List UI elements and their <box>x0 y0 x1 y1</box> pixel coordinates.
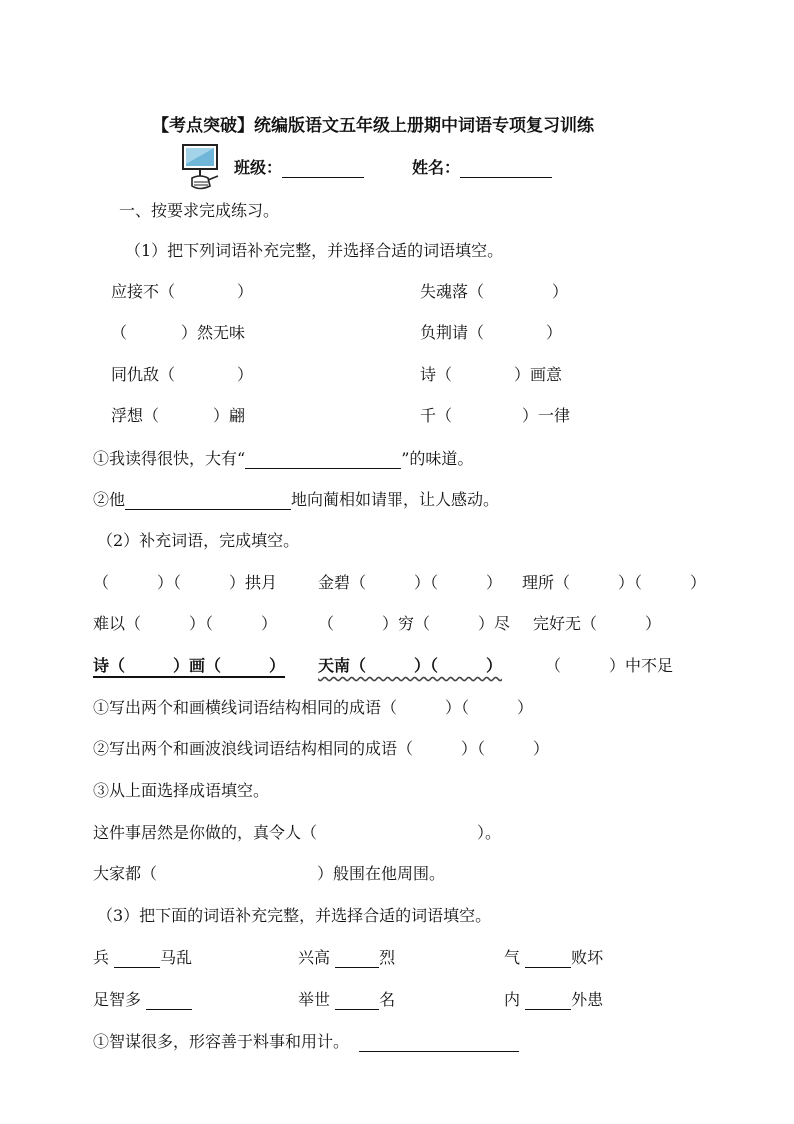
q3-c-pre: 气 <box>504 948 521 967</box>
q3-a-blank[interactable] <box>114 949 160 968</box>
class-label: 班级： <box>234 158 283 177</box>
class-field <box>234 155 364 178</box>
q3-e-blank[interactable] <box>335 991 379 1010</box>
q1-item-c-open: （ <box>111 323 128 342</box>
q2-prompt: （2）补充词语，完成填空。 <box>97 531 300 550</box>
q1-item-d <box>420 320 562 343</box>
q2-ex3b: 大家都（ ）般围在他周围。 <box>93 864 446 883</box>
q2-r2-c: 完好无（ ） <box>533 614 662 633</box>
q3-b-pre: 兴高 <box>298 948 331 967</box>
q3-f-pre: 内 <box>504 990 521 1009</box>
q2-r1-a: （ ）（ ）拱月 <box>93 573 278 592</box>
q1-item-c <box>111 320 245 343</box>
q1-item-d-close: ） <box>546 323 563 342</box>
q1-item-g-text: 浮想（ <box>111 406 160 425</box>
q1-prompt: （1）把下列词语补充完整，并选择合适的词语填空。 <box>125 241 504 260</box>
q3-f-blank[interactable] <box>525 991 571 1010</box>
q3-b-post: 烈 <box>379 948 396 967</box>
q1-s1-pre: ①我读得很快，大有“ <box>93 449 246 468</box>
q1-s2-post: 地向蔺相如请罪，让人感动。 <box>291 490 500 509</box>
q1-item-b-close: ） <box>552 282 569 301</box>
q1-item-c-text: ）然无味 <box>181 323 246 342</box>
q3-item-c <box>504 945 603 968</box>
q3-item-e <box>298 987 395 1010</box>
q3-e-pre: 举世 <box>298 990 331 1009</box>
q3-e-post: 名 <box>379 990 396 1009</box>
q2-r1-b: 金碧（ ）（ ） <box>318 573 503 592</box>
q3-d-pre: 足智多 <box>93 990 142 1009</box>
q3-item-f <box>504 987 603 1010</box>
sign-hand-icon <box>180 142 226 194</box>
q1-item-f-text: 诗（ <box>420 365 453 384</box>
q3-item-d <box>93 987 192 1010</box>
page-title: 【考点突破】统编版语文五年级上册期中词语专项复习训练 <box>152 116 594 136</box>
q3-c-blank[interactable] <box>525 949 571 968</box>
q1-item-h-close: ）一律 <box>522 406 571 425</box>
q2-r3-a-underlined: 诗（ ）画（ ） <box>93 656 286 675</box>
q3-d-blank[interactable] <box>146 991 192 1010</box>
q1-sentence-1 <box>93 446 473 469</box>
q3-s1-blank[interactable] <box>359 1033 519 1052</box>
q1-item-g-close: ）翩 <box>213 406 246 425</box>
q1-item-h <box>420 403 570 426</box>
q3-a-post: 马乱 <box>160 948 193 967</box>
q2-r1-c: 理所（ ）（ ） <box>522 573 707 592</box>
q1-item-f <box>420 362 562 385</box>
q1-s1-blank[interactable] <box>245 450 401 469</box>
q1-item-a <box>111 279 253 302</box>
q3-prompt: （3）把下面的词语补充完整，并选择合适的词语填空。 <box>97 906 492 925</box>
name-field <box>412 155 552 178</box>
q3-b-blank[interactable] <box>335 949 379 968</box>
class-blank[interactable] <box>282 159 364 178</box>
q1-item-b-text: 失魂落（ <box>420 282 485 301</box>
q2-ex1: ①写出两个和画横线词语结构相同的成语（ ）（ ） <box>93 698 534 717</box>
q3-c-post: 败坏 <box>571 948 604 967</box>
section-heading: 一、按要求完成练习。 <box>119 201 280 220</box>
q2-ex2: ②写出两个和画波浪线词语结构相同的成语（ ）（ ） <box>93 739 550 758</box>
q1-item-h-text: 千（ <box>420 406 453 425</box>
q3-sentence-1 <box>93 1029 519 1052</box>
q1-item-d-text: 负荆请（ <box>420 323 485 342</box>
q1-s2-pre: ②他 <box>93 490 126 509</box>
q3-a-pre: 兵 <box>93 948 110 967</box>
q1-s1-post: ”的味道。 <box>401 449 474 468</box>
q2-ex3: ③从上面选择成语填空。 <box>93 781 270 800</box>
q2-r3-c: （ ）中不足 <box>545 656 674 675</box>
q1-item-a-close: ） <box>237 282 254 301</box>
q1-item-f-close: ）画意 <box>514 365 563 384</box>
q2-ex3a: 这件事居然是你做的，真令人（ ）。 <box>93 823 502 842</box>
q3-item-b <box>298 945 395 968</box>
q2-r2-b: （ ）穷（ ）尽 <box>318 614 511 633</box>
q1-item-b <box>420 279 568 302</box>
q2-r2-a: 难以（ ）（ ） <box>93 614 278 633</box>
q3-s1-text: ①智谋很多，形容善于料事和用计。 <box>93 1032 350 1051</box>
q1-sentence-2 <box>93 487 499 510</box>
name-blank[interactable] <box>460 159 552 178</box>
q1-item-g <box>111 403 245 426</box>
q1-item-e-text: 同仇敌（ <box>111 365 176 384</box>
q1-item-e-close: ） <box>237 365 254 384</box>
q1-s2-blank[interactable] <box>125 491 291 510</box>
q3-f-post: 外患 <box>571 990 604 1009</box>
q1-item-a-text: 应接不（ <box>111 282 176 301</box>
q2-r3-b-wavy: 天南（ ）（ ） <box>318 656 503 675</box>
q3-item-a <box>93 945 192 968</box>
name-label: 姓名： <box>412 158 461 177</box>
q1-item-e <box>111 362 253 385</box>
